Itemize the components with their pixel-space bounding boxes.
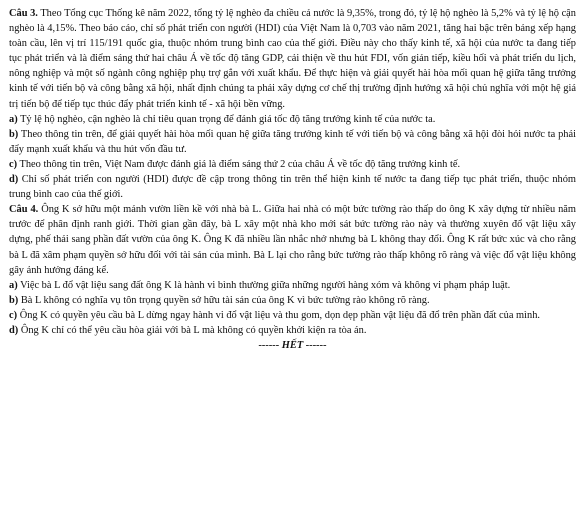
option-text: Theo thông tin trên, để giải quyết hài hòa mối quan hệ giữa tăng trưởng kinh tế với tiến bộ và công bằng xã hội đòi hỏi nước ta phải đẩy mạnh xuất khẩu và thu hút vốn đầu tư. [9,128,576,155]
option-letter: a) [9,113,18,125]
option-text: Theo thông tin trên, Việt Nam được đánh giá là điểm sáng thứ 2 của châu Á về tốc độ tăng trưởng kinh tế. [19,158,461,170]
question-3-option-d [9,172,576,202]
option-letter: b) [9,294,19,306]
option-text: Ông K có quyền yêu cầu bà L dừng ngay hành vi đổ vật liệu và thu gom, dọn dẹp phần vật liệu đã đổ trên phần đất của mình. [19,309,541,321]
question-4-option-c [9,308,576,323]
question-3-text: Theo Tổng cục Thống kê năm 2022, tổng tỷ lệ nghèo đa chiều cả nước là 9,35%, trong đó, tỷ lệ hộ nghèo là 5,2% và tỷ lệ hộ cận nghèo là 4,15%. Theo báo cáo, chỉ số phát triển con người (HDI) của Việt Nam là 0,703 vào năm 2021, tăng hai bậc trên bảng xếp hạng toàn cầu, lên vị trí 115/191 quốc gia, thuộc nhóm trung bình cao của thế giới. Điều này cho thấy kinh tế, xã hội của nước ta đang tiếp tục phát triển và là điểm sáng thứ hai châu Á về tốc độ tăng GDP, cải thiện về thu hút FDI, vốn giản tiếp, kiều hối và phát triển du lịch, nông nghiệp và một số ngành công nghiệp phụ trợ gắn với xuất khẩu. Để thực hiện và giải quyết hài hòa mối quan hệ giữa tăng trưởng kinh tế với tiến bộ và công bằng xã hội, nhất định chúng ta phải xây dựng cơ chế thị trường định hướng xã hội chủ nghĩa với một hệ giá trị tiến bộ để tiếp tục thúc đẩy phát triển kinh tế - xã hội bền vững. [9,8,576,110]
option-letter: a) [9,279,18,291]
question-3-stem [9,6,576,112]
option-text: Việc bà L đổ vật liệu sang đất ông K là hành vi bình thường giữa những người hàng xóm và không vi phạm pháp luật. [20,279,511,291]
option-text: Chỉ số phát triển con người (HDI) được đề cập trong thông tin trên thể hiện kinh tế nước ta đang tiếp tục phát triển, thuộc nhóm trung bình cao của thế giới. [9,174,577,201]
option-text: Bà L không có nghĩa vụ tôn trọng quyền sở hữu tài sản của ông K vì bức tường rào không rõ ràng. [20,294,430,306]
question-4-option-b [9,293,576,308]
option-text: Tỷ lệ hộ nghèo, cận nghèo là chỉ tiêu quan trọng để đánh giá tốc độ tăng trưởng kinh tế của nước ta. [20,113,436,125]
option-text: Ông K chỉ có thể yêu cầu hòa giải với bà L mà không có quyền khởi kiện ra tòa án. [20,324,367,336]
question-3-option-a [9,112,576,127]
question-4-option-d [9,323,576,338]
question-3-option-c [9,157,576,172]
option-letter: c) [9,158,18,170]
question-4-label: Câu 4. [9,204,39,216]
end-of-exam-mark: ------ HẾT ------ [258,340,327,352]
question-3-label: Câu 3. [9,8,38,19]
option-letter: d) [9,174,19,186]
question-4-text: Ông K sở hữu một mảnh vườn liền kề với nhà bà L. Giữa hai nhà có một bức tường rào thấp do ông K xây dựng từ nhiều năm trước để phân định ranh giới. Thời gian gần đây, bà L xây một nhà kho mới sát bức tường rào này và thường xuyên đổ vật liệu xây dựng, phế thải sang phần đất vườn của ông K. Ông K đã nhiều lần nhắc nhở nhưng bà L không thay đổi. Ông K rất bức xúc và cho rằng bà L đã xâm phạm quyền sở hữu đối với tài sản của mình. Bà L lại cho rằng bức tường rào thấp không rõ ràng và việc đổ vật liệu không gây ảnh hưởng đáng kể. [9,204,576,276]
question-3-option-b [9,127,576,157]
question-4-stem [9,202,576,277]
option-letter: c) [9,309,18,321]
question-4-option-a [9,278,576,293]
option-letter: b) [9,128,19,140]
option-letter: d) [9,324,19,336]
